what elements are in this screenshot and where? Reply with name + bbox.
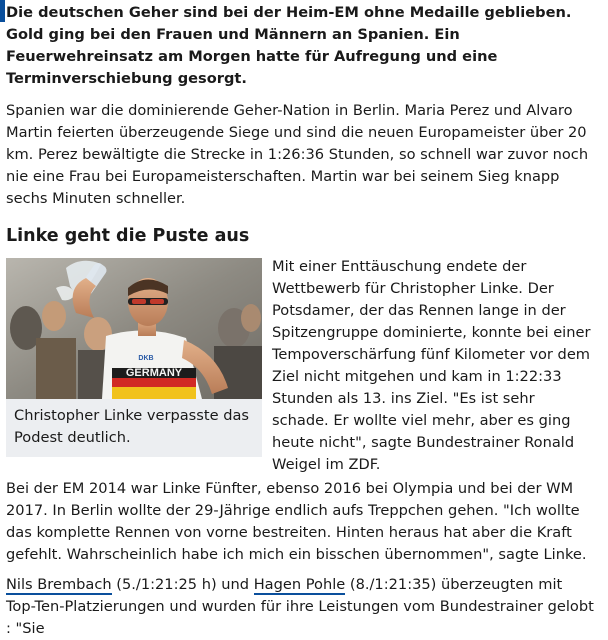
article-paragraph-3: Bei der EM 2014 war Linke Fünfter, ebenso 2016 bei Olympia und bei der WM 2017. In Berlin wollte der 29-Jährige endlich aufs Treppchen gehen. "Ich wollte das komplette Rennen von vorne bestreiten. Hinten heraus hat aber die Kraft gefehlt. Wahrscheinlich habe ich mich ein bisschen übernommen", sagte Linke. — [6, 480, 587, 563]
athlete-link-pohle[interactable]: Hagen Pohle — [253, 576, 346, 593]
article-subheading: Linke geht die Puste aus — [6, 226, 250, 246]
article-lead: Die deutschen Geher sind bei der Heim-EM ohne Medaille geblieben. Gold ging bei den Frauen und Männern an Spanien. Ein Feuerwehreinsatz am Morgen hatte für Aufregung und eine Terminverschiebung gesorgt. — [6, 4, 572, 87]
article — [6, 0, 594, 640]
paragraph-4-text-2: (8./1:21:35) überzeugten mit Top-Ten-Platzierungen und wurden für ihre Leistungen vom Bundestrainer gelobt : "Sie — [6, 576, 594, 637]
left-accent-bar — [0, 0, 5, 22]
jersey-text: GERMANY — [125, 367, 183, 379]
article-paragraph-2: Mit einer Enttäuschung endete der Wettbewerb für Christopher Linke. Der Potsdamer, der das Rennen lange in der Spitzengruppe dominierte, konnte bei einer Tempoverschärfung fünf Kilometer vor dem Ziel nicht mitgehen und kam in 1:22:33 Stunden als 13. ins Ziel. "Es ist sehr schade. Er wollte viel mehr, aber es ging heute nicht", sagte Bundestrainer Ronald Weigel im ZDF. — [272, 258, 591, 473]
race-walker-photo — [6, 258, 262, 399]
sponsor-logo-text: DKB — [138, 355, 154, 362]
paragraph-4-text-1: (5./1:21:25 h) und — [111, 576, 254, 593]
athlete-link-brembach[interactable]: Nils Brembach — [6, 576, 112, 593]
article-paragraph-4 — [6, 574, 594, 640]
article-paragraph-1: Spanien war die dominierende Geher-Nation in Berlin. Maria Perez und Alvaro Martin feierten überzeugende Siege und sind die neuen Europameister über 20 km. Perez bewältigte die Strecke in 1:26:36 Stunden, so schnell war zuvor noch nie eine Frau bei Europameisterschaften. Martin war bei seinem Sieg knapp sechs Minuten schneller. — [6, 102, 589, 207]
figure-caption: Christopher Linke verpasste das Podest deutlich. — [14, 407, 250, 446]
article-figure[interactable] — [6, 258, 262, 457]
